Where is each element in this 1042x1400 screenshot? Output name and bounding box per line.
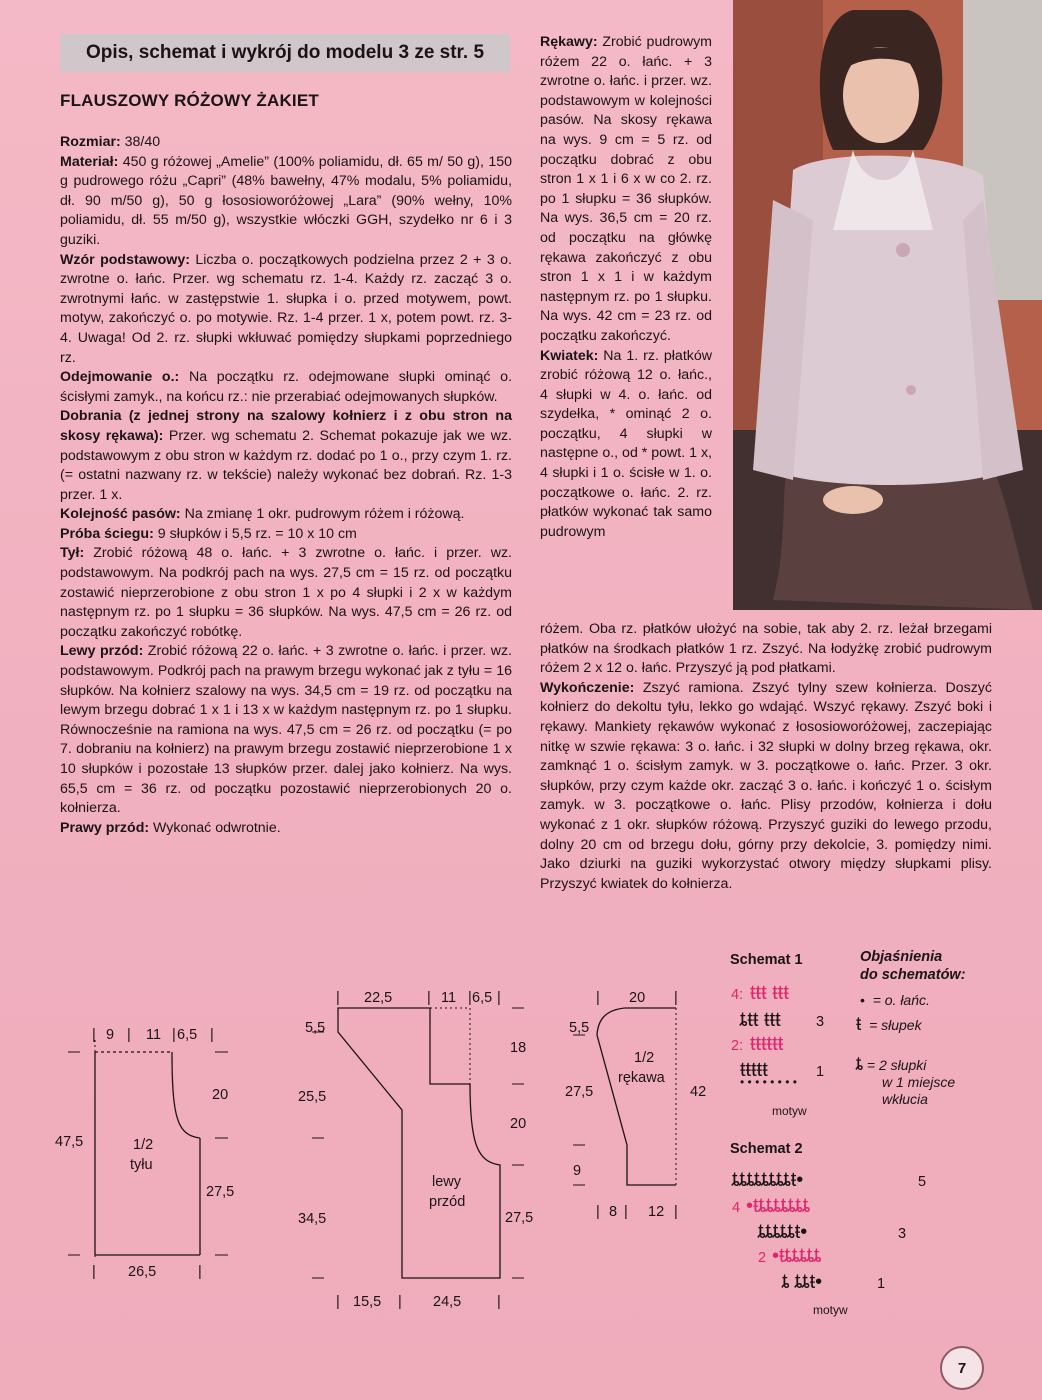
schemat2-row-2-stitches: •ŧȶȶȶȶȶ xyxy=(772,1245,822,1267)
paragraph-basic-pattern: Wzór podstawowy: Liczba o. początkowych podzielna przez 2 + 3 o. zwrotne o. łańc. Przer. wg schematu rz. 1-4. Każdy rz. zacząć 3 o. zwrotnymi łańc. w zastępstwie 1. słupka i o. przed motywem, powt. motyw, zakończyć o. po motywie. Rz. 1-4 przer. 1 x, potem powt. rz. 3-4. Uwaga! Od 2. rz. słupki wkłuwać pomiędzy słupkami poprzedniego rz. xyxy=(60,251,512,366)
schemat1-row-4-label: 4: xyxy=(731,987,744,1003)
back-width-3: 6,5 xyxy=(177,1027,198,1043)
paragraph-flower-cont: różem. Oba rz. płatków ułożyć na sobie, tak aby 2. rz. leżał brzegami płatków na środkach płatków 1 rz. Zszyć. Na łodyżkę zrobić pudrowym różem 2 x 12 o. łańc. Przyszyć ją pod płatkami. xyxy=(540,621,992,677)
paragraph-back: Tył: Zrobić różową 48 o. łańc. + 3 zwrotne o. łańc. i przer. wz. podstawowym. Na podkrój pach na wys. 27,5 cm = 15 rz. od początku zostawić nieprzerobione z obu stron 1 x po 4 słupki i 2 x w każdym następnym rz. po 1 słupku = 36 słupków. Na wys. 47,5 cm = 26 rz. od początku zakończyć robótkę. xyxy=(60,545,512,640)
front-bottom-1: 15,5 xyxy=(353,1294,382,1310)
section-title-box xyxy=(60,34,510,72)
front-right-1: 18 xyxy=(510,1040,527,1056)
sleeve-bottom-2: 12 xyxy=(648,1204,665,1220)
front-top-mark-4: | xyxy=(497,990,501,1006)
back-top-mark-4: | xyxy=(210,1027,214,1043)
sleeve-label-2: rękawa xyxy=(618,1070,665,1086)
schemat2-row-5-label: 5 xyxy=(918,1174,927,1190)
front-bottom-mark-1: | xyxy=(336,1294,340,1310)
schemat2-row-3-label: 3 xyxy=(898,1226,907,1242)
front-right-2: 20 xyxy=(510,1116,527,1132)
schemat1-title: Schemat 1 xyxy=(730,952,803,968)
back-top-mark-2: | xyxy=(127,1027,131,1043)
back-width-2: 11 xyxy=(146,1027,162,1043)
two-stitch-icon: ȶ xyxy=(856,1054,863,1075)
schemat2-row-4-stitches: •ŧȶȶȶȶȶȶȶ xyxy=(746,1195,810,1217)
legend-two-stitches: ȶ = 2 słupki w 1 miejsce wkłucia xyxy=(856,1054,956,1107)
schemat2-row-1-stitches: ȶ ȶȶŧ• xyxy=(782,1271,823,1293)
back-top-mark-1: | xyxy=(92,1027,96,1043)
schemat1-chart xyxy=(731,982,824,1118)
front-top-3: 6,5 xyxy=(472,990,493,1006)
instructions-wide-column xyxy=(540,620,992,894)
paragraph-increase: Dobrania (z jednej strony na szalowy kołnierz i z obu stron na skosy rękawa): Przer. wg schematu 2. Schemat pokazuje jak we wz. podstawowym z obu stron w każdym rz. dodać po 1 o., przy czym 1. rz. (= ostatni nazwany rz. w tekście) należy wykonać bez dobrań. Rz. 1-3 przer. 1 x. xyxy=(60,408,512,503)
model-photo-illustration xyxy=(733,0,1042,610)
paragraph-decrease: Odejmowanie o.: Na początku rz. odejmowane słupki ominąć o. ścisłymi zamyk., na końcu rz.: nie przerabiać odejmowanych słupków. xyxy=(60,369,513,405)
back-height-top: 20 xyxy=(212,1087,229,1103)
paragraph-stripes: Kolejność pasów: Na zmianę 1 okr. pudrowym różem i różową. xyxy=(60,506,465,523)
schemat1-row-3-stitches: ȶŧŧ ŧŧŧ xyxy=(740,1009,781,1031)
back-top-mark-3: | xyxy=(172,1027,176,1043)
front-left-2: 25,5 xyxy=(298,1089,327,1105)
schemat1-row-2-stitches: ŧŧŧŧŧŧ xyxy=(750,1033,784,1055)
instructions-middle-column xyxy=(540,33,712,542)
front-left-1: 5,5 xyxy=(305,1020,326,1036)
schemat2-row-4-label: 4 xyxy=(732,1200,741,1216)
back-label-half: 1/2 xyxy=(133,1137,154,1153)
paragraph-left-front: Lewy przód: Zrobić różową 22 o. łańc. + 3 zwrotne o. łańc. i przer. wz. podstawowym. Podkrój pach na prawym brzegu wykonać jak z tyłu = 16 słupków. Na kołnierz szalowy na wys. 34,5 cm = 19 rz. od początku na lewym brzegu dobrać 1 x 1 i 13 x w każdym następnym rz. po 1 słupku. Równocześnie na ramiona na wys. 47,5 cm = 26 rz. od początku (= po 7. dobraniu na kołnierz) na prawym brzegu zostawić nieprzerobione 1 x 10 słupków i pozostałe 13 słupków przer. dalej jako kołnierz. Na wys. 65,5 cm = 36 rz. od początku pozostawić nieprzerobionych 20 o. kołnierza. xyxy=(60,643,512,817)
article-heading: FLAUSZOWY RÓŻOWY ŻAKIET xyxy=(60,91,319,110)
paragraph-sleeves: Rękawy: Zrobić pudrowym różem 22 o. łańc. + 3 zwrotne o. łańc. i przer. wz. podstawowym w kolejności pasów. Na skosy rękawa na wys. 9 cm = 5 rz. od początku dobrać z obu stron 1 x 1 i 6 x w co 2. rz. po 1 słupku = 36 słupków. Na wys. 36,5 cm = 20 rz. od początku na główkę rękawa zakończyć z obu stron 1 x 1 i w każdym następnym rz. po 1 słupku. Na wys. 42 cm = 23 rz. od początku zakończyć. xyxy=(540,34,712,344)
sleeve-right-1: 42 xyxy=(690,1084,707,1100)
back-piece-diagram xyxy=(55,1027,234,1280)
back-bottom-mark-2: | xyxy=(198,1264,202,1280)
sleeve-top-mark-2: | xyxy=(674,990,678,1006)
back-width-1: 9 xyxy=(106,1027,115,1043)
legend-chain: • = o. łańc. xyxy=(860,992,930,1008)
schemat2-title: Schemat 2 xyxy=(730,1141,803,1157)
front-top-mark-3: | xyxy=(468,990,472,1006)
legend-title: Objaśnienia do schematów: xyxy=(860,949,966,983)
instructions-left-column xyxy=(60,133,512,838)
paragraph-right-front: Prawy przód: Wykonać odwrotnie. xyxy=(60,819,281,836)
schemat1-row-1-stitches: ŧŧŧŧŧ xyxy=(740,1059,768,1081)
sleeve-left-1: 5,5 xyxy=(569,1020,590,1036)
front-left-3: 34,5 xyxy=(298,1211,327,1227)
model-photo xyxy=(733,0,1042,610)
schemat1-row-1-label: 1 xyxy=(816,1064,825,1080)
front-piece-diagram xyxy=(298,990,533,1310)
front-top-1: 22,5 xyxy=(364,990,393,1006)
sleeve-bottom-mark-1: | xyxy=(596,1204,600,1220)
paragraph-material: Materiał: 450 g różowej „Amelie” (100% poliamidu, dł. 65 m/ 50 g), 150 g pudrowego różu „Capri” (48% bawełny, 47% modalu, 5% poliamidu, dł. 90 m/50 g), 50 g łososioworóżowej „Lara” (90% wełny, 10% poliamidu, dł. 55 m/50 g), wszystkie włóczki GGH, szydełko nr 6 i 3 guziki. xyxy=(60,153,512,248)
sleeve-bottom-mark-3: | xyxy=(674,1204,678,1220)
front-bottom-mark-2: | xyxy=(398,1294,402,1310)
back-height-side: 27,5 xyxy=(206,1184,235,1200)
schemat2-motif: motyw xyxy=(813,1303,848,1317)
sleeve-top-mark-1: | xyxy=(596,990,600,1006)
schemat1-row-3-label: 3 xyxy=(816,1014,825,1030)
schemat2-row-3-stitches: ȶȶȶȶȶŧ• xyxy=(758,1221,808,1243)
sleeve-label-1: 1/2 xyxy=(634,1050,655,1066)
front-label-2: przód xyxy=(429,1194,466,1210)
schemat1-motif: motyw xyxy=(772,1104,807,1118)
front-label-1: lewy xyxy=(432,1174,462,1190)
schemat2-row-5-stitches: ȶȶȶȶȶȶȶȶŧ• xyxy=(732,1169,804,1191)
front-bottom-2: 24,5 xyxy=(433,1294,462,1310)
stitch-icon: ŧ xyxy=(856,1014,862,1035)
paragraph-finishing: Wykończenie: Zszyć ramiona. Zszyć tylny szew kołnierza. Doszyć kołnierz do dekoltu tyłu, lekko go wdająć. Wszyć rękawy. Zszyć boki i rękawy. Mankiety rękawów wykonać z łososioworóżowej, zaczepiając nitkę w szwie rękawa: 3 o. łańc. i 32 słupki w dolny brzeg rękawa, okr. zamknąć 1 o. ścisłym zamyk. w 3. początkowe o. łańc. Przer. 3 okr. słupków, przy czym każde okr. zacząć 3 o. łańc. i kończyć 1 o. ścisłym zamyk. w 3. początkowe o. łańc. Plisy przodów, kołnierza i dołu wykonać z 1 okr. słupków różową. Przyszyć guziki do lewego przodu, dolny 20 cm od brzegu dołu, górny przy dekolcie, 3. pomiędzy nimi. Jako dziurki na guziki wykorzystać otwory między słupkami plisy. Przyszyć kwiatek do kołnierza. xyxy=(540,679,992,892)
sleeve-bottom-mark-2: | xyxy=(624,1204,628,1220)
sleeve-bottom-1: 8 xyxy=(609,1204,618,1220)
front-top-mark-2: | xyxy=(427,990,431,1006)
sleeve-top: 20 xyxy=(629,990,646,1006)
chain-dot-icon: • xyxy=(860,992,865,1008)
front-right-3: 27,5 xyxy=(505,1210,534,1226)
paragraph-size: Rozmiar: 38/40 xyxy=(60,134,161,150)
paragraph-flower: Kwiatek: Na 1. rz. płatków zrobić różową 12 o. łańc., 4 słupki w 4. o. łańc. od szydełka, * ominąć 2 o. początku, 4 słupki w następne o., od * powt. 1 x, 4 słupki i 1 o. ścisłe w 1. o. początkowe o. łańc. 2. rz. płatków wykonać tak samo pudrowym xyxy=(540,347,712,540)
schemat1-row-2-label: 2: xyxy=(731,1038,744,1054)
sleeve-left-2: 27,5 xyxy=(565,1084,594,1100)
paragraph-gauge: Próba ściegu: 9 słupków i 5,5 rz. = 10 x 10 cm xyxy=(60,525,357,542)
sleeve-piece-diagram xyxy=(565,990,706,1220)
schemat2-row-2-label: 2 xyxy=(758,1250,767,1266)
schemat2-row-1-label: 1 xyxy=(877,1276,886,1292)
pattern-diagrams xyxy=(0,960,1042,1320)
front-top-2: 11 xyxy=(441,990,457,1006)
schemat1-chain-dots: • • • • • • • • xyxy=(740,1075,797,1089)
back-label-name: tyłu xyxy=(130,1157,153,1173)
schemat1-row-4-stitches: ŧŧŧ ŧŧŧ xyxy=(750,982,789,1004)
section-title: Opis, schemat i wykrój do modelu 3 ze str. 5 xyxy=(85,42,485,63)
front-bottom-mark-3: | xyxy=(497,1294,501,1310)
sleeve-left-3: 9 xyxy=(573,1163,582,1179)
schemat2-chart xyxy=(731,1169,926,1317)
back-height-total: 47,5 xyxy=(55,1134,84,1150)
legend-double-crochet: ŧ = słupek xyxy=(856,1014,922,1035)
back-bottom-mark-1: | xyxy=(92,1264,96,1280)
front-top-mark-1: | xyxy=(336,990,340,1006)
page-number: 7 xyxy=(940,1346,984,1390)
back-bottom-width: 26,5 xyxy=(128,1264,157,1280)
